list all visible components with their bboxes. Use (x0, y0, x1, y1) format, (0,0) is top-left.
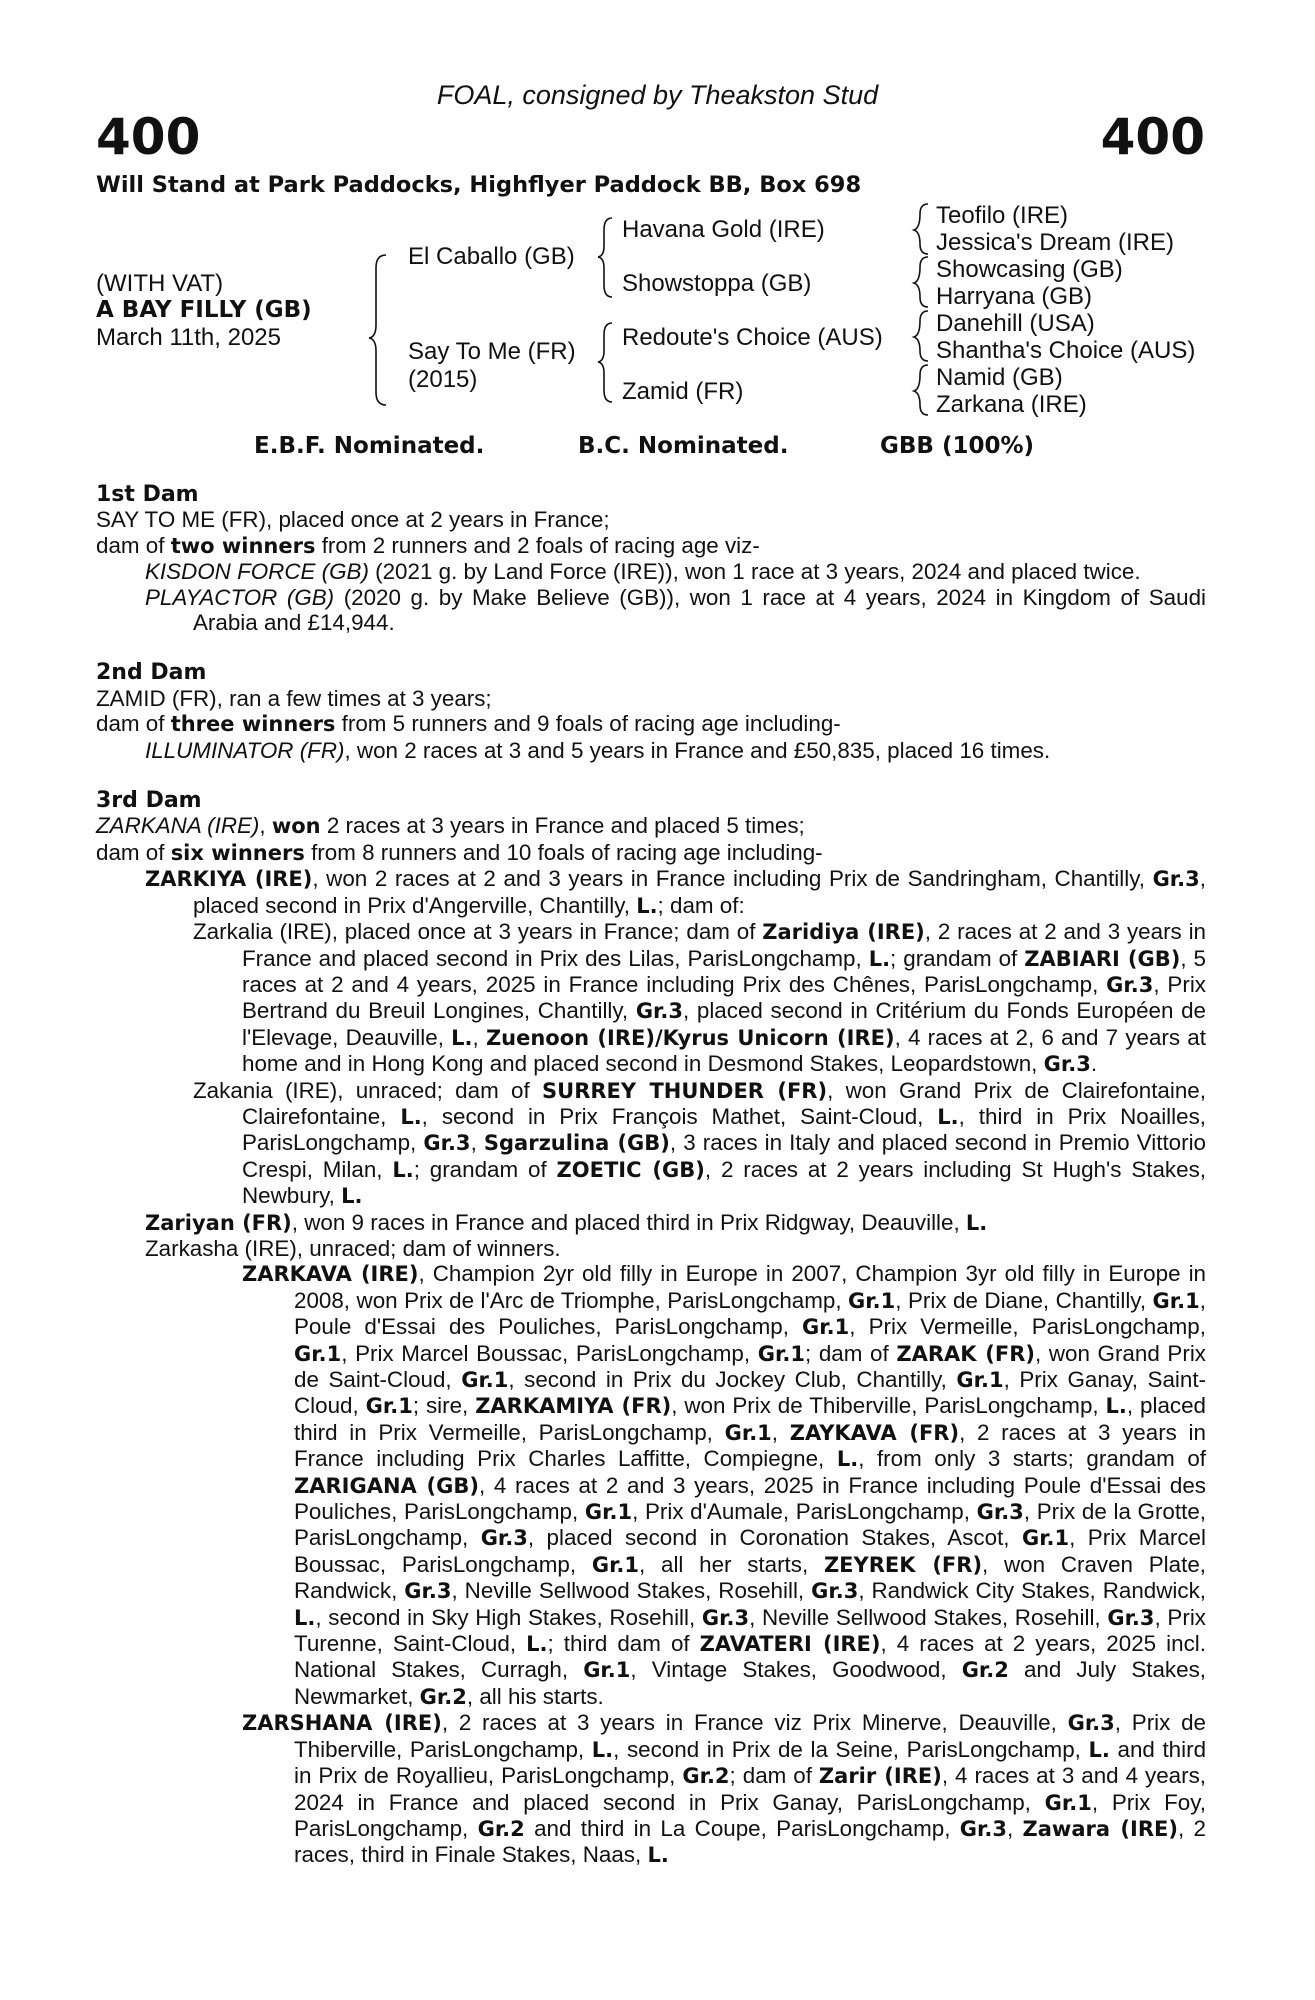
ebf-nominated: E.B.F. Nominated. (254, 433, 485, 459)
first-dam-produce: dam of two winners from 2 runners and 2 foals of racing age viz- (96, 532, 760, 558)
produce-zarkasha: Zarkasha (IRE), unraced; dam of winners. (145, 1235, 561, 1261)
sire-name: El Caballo (GB) (408, 243, 575, 270)
third-dam-heading: 3rd Dam (96, 788, 202, 814)
produce-zarkava: ZARKAVA (IRE), Champion 2yr old filly in Europe in 2007, Champion 3yr old filly in Europe in 2008, won Prix de l'Arc de Triomphe, ParisLongchamp, Gr.1, Prix de Diane, Chantilly, Gr.1, Poule d'Essai des Pouliches, ParisLongchamp, Gr.1, Prix Vermeille, ParisLongchamp, Gr.1, Prix Marcel Boussac, ParisLongchamp, Gr.1; dam of ZARAK (FR), won Grand Prix de Saint-Cloud, Gr.1, second in Prix du Jockey Club, Chantilly, Gr.1, Prix Ganay, Saint-Cloud, Gr.1; sire, ZARKAMIYA (FR), won Prix de Thiberville, ParisLongchamp, L., placed third in Prix Vermeille, ParisLongchamp, Gr.1, ZAYKAVA (FR), 2 races at 3 years in France including Prix Charles Laffitte, Compiegne, L., from only 3 starts; grandam of ZARIGANA (GB), 4 races at 2 and 3 years, 2025 in France including Poule d'Essai des Pouliches, ParisLongchamp, Gr.1, Prix d'Aumale, ParisLongchamp, Gr.3, Prix de la Grotte, ParisLongchamp, Gr.3, placed second in Coronation Stakes, Ascot, Gr.1, Prix Marcel Boussac, ParisLongchamp, Gr.1, all her starts, ZEYREK (FR), won Craven Plate, Randwick, Gr.3, Neville Sellwood Stakes, Rosehill, Gr.3, Randwick City Stakes, Randwick, L., second in Sky High Stakes, Rosehill, Gr.3, Neville Sellwood Stakes, Rosehill, Gr.3, Prix Turenne, Saint-Cloud, L.; third dam of ZAVATERI (IRE), 4 races at 2 years, 2025 incl. National Stakes, Curragh, Gr.1, Vintage Stakes, Goodwood, Gr.2 and July Stakes, Newmarket, Gr.2, all his starts. (242, 1261, 1207, 1709)
stand-location: Will Stand at Park Paddocks, Highflyer Paddock BB, Box 698 (96, 172, 862, 198)
second-dam-produce: dam of three winners from 5 runners and 9 foals of racing age including- (96, 711, 841, 737)
produce-zakania: Zakania (IRE), unraced; dam of SURREY THUNDER (FR), won Grand Prix de Clairefontaine, Clairefontaine, L., second in Prix François Mathet, Saint-Cloud, L., third in Prix Noailles, ParisLongchamp, Gr.3, Sgarzulina (GB), 3 races in Italy and placed second in Premio Vittorio Crespi, Milan, L.; grandam of ZOETIC (GB), 2 races at 2 years including St Hugh's Stakes, Newbury, L. (193, 1077, 1206, 1209)
ancestor-2: Jessica's Dream (IRE) (936, 229, 1174, 256)
first-dam-heading: 1st Dam (96, 482, 199, 507)
third-dam-line: ZARKANA (IRE), won 2 races at 3 years in France and placed 5 times; (96, 813, 805, 839)
produce-zarkalia: Zarkalia (IRE), placed once at 3 years in France; dam of Zaridiya (IRE), 2 races at 2 and 3 years in France and placed second in Prix des Lilas, ParisLongchamp, L.; grandam of ZABIARI (GB), 5 races at 2 and 4 years, 2025 in France including Prix des Chênes, ParisLongchamp, Gr.3, Prix Bertrand du Breuil Longines, Chantilly, Gr.3, placed second in Critérium du Fonds Européen de l'Elevage, Deauville, L., Zuenoon (IRE)/Kyrus Unicorn (IRE), 4 races at 2, 6 and 7 years at home and in Hong Kong and placed second in Desmond Stakes, Leopardstown, Gr.3. (193, 919, 1206, 1077)
lot-number-right: 400 (1100, 108, 1205, 166)
produce-illuminator: ILLUMINATOR (FR), won 2 races at 3 and 5 years in France and £50,835, placed 16 times. (145, 737, 1051, 763)
first-dam-line: SAY TO ME (FR), placed once at 2 years in France; (96, 507, 610, 533)
produce-zarkiya: ZARKIYA (IRE), won 2 races at 2 and 3 years in France including Prix de Sandringham, Chantilly, Gr.3, placed second in Prix d'Angerville, Chantilly, L.; dam of: (145, 866, 1206, 918)
ancestor-6: Shantha's Choice (AUS) (936, 337, 1196, 364)
dam-dam-name: Zamid (FR) (622, 378, 744, 405)
catalogue-text (96, 482, 1206, 1869)
dam-name: Say To Me (FR) (408, 338, 576, 365)
third-dam-produce: dam of six winners from 8 runners and 10 foals of racing age including- (96, 839, 823, 865)
ancestor-5: Danehill (USA) (936, 310, 1095, 337)
foaling-date: March 11th, 2025 (96, 324, 282, 351)
gbb-status: GBB (100%) (880, 433, 1035, 459)
ancestor-3: Showcasing (GB) (936, 256, 1123, 283)
dam-sire-name: Redoute's Choice (AUS) (622, 324, 883, 351)
ancestor-7: Namid (GB) (936, 364, 1063, 391)
ancestor-8: Zarkana (IRE) (936, 391, 1087, 418)
sire-dam-name: Showstoppa (GB) (622, 270, 812, 297)
produce-zarshana: ZARSHANA (IRE), 2 races at 3 years in France viz Prix Minerve, Deauville, Gr.3, Prix de Thiberville, ParisLongchamp, L., second in Prix de la Seine, ParisLongchamp, L. and third in Prix de Royallieu, ParisLongchamp, Gr.2; dam of Zarir (IRE), 4 races at 3 and 4 years, 2024 in France and placed second in Prix Ganay, ParisLongchamp, Gr.1, Prix Foy, ParisLongchamp, Gr.2 and third in La Coupe, ParisLongchamp, Gr.3, Zawara (IRE), 2 races, third in Finale Stakes, Naas, L. (242, 1710, 1207, 1868)
ancestor-1: Teofilo (IRE) (936, 202, 1069, 229)
ancestor-4: Harryana (GB) (936, 283, 1093, 310)
horse-name: A BAY FILLY (GB) (96, 297, 312, 323)
produce-kisdon-force: KISDON FORCE (GB) (2021 g. by Land Force (IRE)), won 1 race at 3 years, 2024 and placed twice. (145, 559, 1141, 585)
second-dam-heading: 2nd Dam (96, 660, 207, 686)
second-dam-line: ZAMID (FR), ran a few times at 3 years; (96, 685, 492, 711)
produce-zariyan: Zariyan (FR), won 9 races in France and placed third in Prix Ridgway, Deauville, L. (145, 1209, 988, 1235)
consignment-line: FOAL, consigned by Theakston Stud (436, 80, 879, 110)
sire-sire-name: Havana Gold (IRE) (622, 216, 825, 243)
vat-label: (WITH VAT) (96, 270, 224, 297)
produce-playactor: PLAYACTOR (GB) (2020 g. by Make Believe (GB)), won 1 race at 4 years, 2024 in Kingdom of Saudi Arabia and £14,944. (145, 584, 1206, 636)
lot-number-left: 400 (96, 108, 201, 166)
dam-foaling-year: (2015) (408, 366, 478, 393)
bc-nominated: B.C. Nominated. (578, 433, 789, 459)
